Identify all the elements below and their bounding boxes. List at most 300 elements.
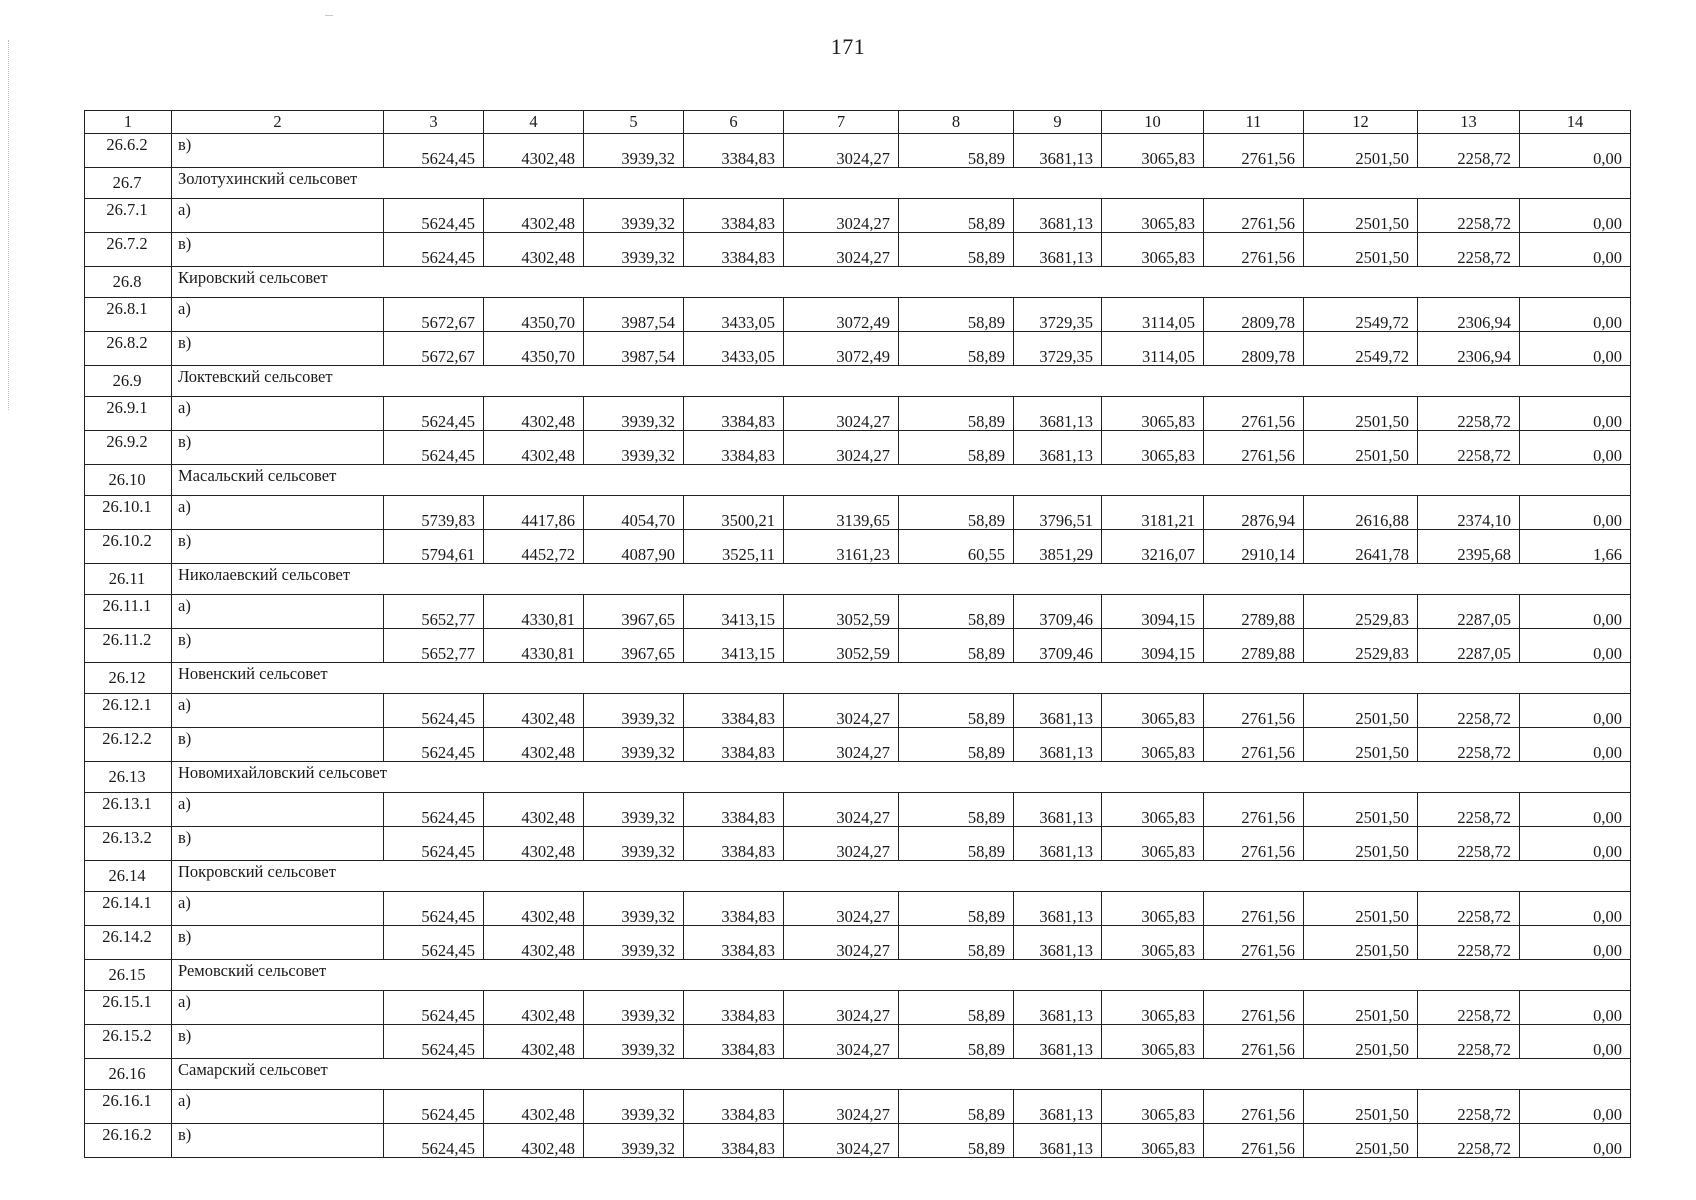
value-cell: 5652,77 <box>384 629 484 663</box>
row-number-cell: 26.15.1 <box>85 991 172 1025</box>
column-number-cell: 10 <box>1102 111 1204 134</box>
row-label-cell: а) <box>172 496 384 530</box>
value-cell: 3681,13 <box>1014 431 1102 465</box>
value-cell: 2395,68 <box>1418 530 1520 564</box>
row-number-cell: 26.14.2 <box>85 926 172 960</box>
table-row <box>85 926 1631 960</box>
value-cell: 3024,27 <box>784 1090 899 1124</box>
section-title-cell: Самарский сельсовет <box>172 1059 1631 1090</box>
value-cell: 2501,50 <box>1304 728 1418 762</box>
value-cell: 5672,67 <box>384 298 484 332</box>
value-cell: 3024,27 <box>784 431 899 465</box>
value-cell: 2501,50 <box>1304 694 1418 728</box>
value-cell: 4302,48 <box>484 892 584 926</box>
value-cell: 3729,35 <box>1014 298 1102 332</box>
value-cell: 4330,81 <box>484 629 584 663</box>
value-cell: 2501,50 <box>1304 233 1418 267</box>
value-cell: 3114,05 <box>1102 332 1204 366</box>
value-cell: 58,89 <box>899 332 1014 366</box>
row-number-cell: 26.15 <box>85 960 172 991</box>
value-cell: 2529,83 <box>1304 629 1418 663</box>
table-row <box>85 694 1631 728</box>
value-cell: 0,00 <box>1520 1025 1631 1059</box>
value-cell: 5624,45 <box>384 134 484 168</box>
column-number-cell: 11 <box>1204 111 1304 134</box>
value-cell: 2761,56 <box>1204 134 1304 168</box>
value-cell: 3413,15 <box>684 629 784 663</box>
row-number-cell: 26.9 <box>85 366 172 397</box>
value-cell: 4330,81 <box>484 595 584 629</box>
column-number-cell: 12 <box>1304 111 1418 134</box>
row-number-cell: 26.6.2 <box>85 134 172 168</box>
value-cell: 2501,50 <box>1304 397 1418 431</box>
table-row <box>85 298 1631 332</box>
value-cell: 2529,83 <box>1304 595 1418 629</box>
value-cell: 3709,46 <box>1014 629 1102 663</box>
value-cell: 5672,67 <box>384 332 484 366</box>
value-cell: 2761,56 <box>1204 1025 1304 1059</box>
value-cell: 3939,32 <box>584 233 684 267</box>
row-number-cell: 26.8.1 <box>85 298 172 332</box>
value-cell: 3681,13 <box>1014 827 1102 861</box>
scan-artifact-dash <box>325 15 333 16</box>
value-cell: 4302,48 <box>484 199 584 233</box>
row-number-cell: 26.8 <box>85 267 172 298</box>
value-cell: 2761,56 <box>1204 431 1304 465</box>
value-cell: 3065,83 <box>1102 1025 1204 1059</box>
value-cell: 2258,72 <box>1418 793 1520 827</box>
value-cell: 4302,48 <box>484 397 584 431</box>
value-cell: 58,89 <box>899 134 1014 168</box>
value-cell: 4302,48 <box>484 991 584 1025</box>
column-number-cell: 5 <box>584 111 684 134</box>
value-cell: 2258,72 <box>1418 827 1520 861</box>
value-cell: 3384,83 <box>684 991 784 1025</box>
tariff-table <box>84 110 1631 1158</box>
value-cell: 3384,83 <box>684 233 784 267</box>
row-number-cell: 26.7.1 <box>85 199 172 233</box>
row-label-cell: в) <box>172 332 384 366</box>
value-cell: 2258,72 <box>1418 233 1520 267</box>
table-row <box>85 1025 1631 1059</box>
value-cell: 4302,48 <box>484 728 584 762</box>
value-cell: 3161,23 <box>784 530 899 564</box>
table-row <box>85 1090 1631 1124</box>
row-label-cell: а) <box>172 892 384 926</box>
value-cell: 5739,83 <box>384 496 484 530</box>
value-cell: 2549,72 <box>1304 298 1418 332</box>
value-cell: 3216,07 <box>1102 530 1204 564</box>
value-cell: 0,00 <box>1520 827 1631 861</box>
value-cell: 3681,13 <box>1014 728 1102 762</box>
row-number-cell: 26.8.2 <box>85 332 172 366</box>
value-cell: 5624,45 <box>384 1124 484 1158</box>
row-label-cell: а) <box>172 397 384 431</box>
value-cell: 58,89 <box>899 694 1014 728</box>
value-cell: 3065,83 <box>1102 926 1204 960</box>
value-cell: 58,89 <box>899 431 1014 465</box>
table-row <box>85 199 1631 233</box>
value-cell: 3987,54 <box>584 332 684 366</box>
value-cell: 1,66 <box>1520 530 1631 564</box>
value-cell: 0,00 <box>1520 134 1631 168</box>
value-cell: 3072,49 <box>784 298 899 332</box>
column-number-cell: 3 <box>384 111 484 134</box>
value-cell: 3939,32 <box>584 926 684 960</box>
value-cell: 3024,27 <box>784 793 899 827</box>
value-cell: 2258,72 <box>1418 892 1520 926</box>
value-cell: 58,89 <box>899 827 1014 861</box>
table-body <box>85 111 1631 1158</box>
table-row <box>85 431 1631 465</box>
value-cell: 58,89 <box>899 728 1014 762</box>
row-number-cell: 26.10 <box>85 465 172 496</box>
section-row <box>85 663 1631 694</box>
value-cell: 3939,32 <box>584 694 684 728</box>
value-cell: 60,55 <box>899 530 1014 564</box>
value-cell: 2501,50 <box>1304 793 1418 827</box>
value-cell: 2641,78 <box>1304 530 1418 564</box>
value-cell: 2287,05 <box>1418 595 1520 629</box>
value-cell: 3065,83 <box>1102 793 1204 827</box>
value-cell: 58,89 <box>899 233 1014 267</box>
value-cell: 3072,49 <box>784 332 899 366</box>
row-number-cell: 26.15.2 <box>85 1025 172 1059</box>
value-cell: 58,89 <box>899 298 1014 332</box>
value-cell: 3052,59 <box>784 595 899 629</box>
value-cell: 2761,56 <box>1204 1124 1304 1158</box>
table-row <box>85 1124 1631 1158</box>
row-number-cell: 26.12.2 <box>85 728 172 762</box>
value-cell: 3384,83 <box>684 1124 784 1158</box>
value-cell: 2501,50 <box>1304 827 1418 861</box>
value-cell: 3681,13 <box>1014 926 1102 960</box>
value-cell: 3987,54 <box>584 298 684 332</box>
value-cell: 3967,65 <box>584 595 684 629</box>
value-cell: 2761,56 <box>1204 793 1304 827</box>
value-cell: 58,89 <box>899 397 1014 431</box>
value-cell: 0,00 <box>1520 1090 1631 1124</box>
value-cell: 3024,27 <box>784 827 899 861</box>
row-label-cell: а) <box>172 1090 384 1124</box>
column-number-cell: 9 <box>1014 111 1102 134</box>
value-cell: 4302,48 <box>484 793 584 827</box>
value-cell: 2809,78 <box>1204 298 1304 332</box>
value-cell: 3024,27 <box>784 1124 899 1158</box>
value-cell: 5624,45 <box>384 233 484 267</box>
row-number-cell: 26.12.1 <box>85 694 172 728</box>
value-cell: 2761,56 <box>1204 926 1304 960</box>
row-number-cell: 26.7 <box>85 168 172 199</box>
value-cell: 58,89 <box>899 793 1014 827</box>
section-row <box>85 366 1631 397</box>
column-number-cell: 8 <box>899 111 1014 134</box>
section-title-cell: Покровский сельсовет <box>172 861 1631 892</box>
value-cell: 3939,32 <box>584 892 684 926</box>
value-cell: 3024,27 <box>784 728 899 762</box>
table-row <box>85 397 1631 431</box>
table-row <box>85 629 1631 663</box>
value-cell: 3065,83 <box>1102 431 1204 465</box>
value-cell: 58,89 <box>899 629 1014 663</box>
value-cell: 3939,32 <box>584 134 684 168</box>
value-cell: 0,00 <box>1520 199 1631 233</box>
row-number-cell: 26.11.2 <box>85 629 172 663</box>
row-number-cell: 26.7.2 <box>85 233 172 267</box>
value-cell: 5624,45 <box>384 728 484 762</box>
value-cell: 2761,56 <box>1204 827 1304 861</box>
value-cell: 2501,50 <box>1304 892 1418 926</box>
value-cell: 3939,32 <box>584 991 684 1025</box>
table-row <box>85 530 1631 564</box>
table-row <box>85 595 1631 629</box>
value-cell: 58,89 <box>899 1025 1014 1059</box>
value-cell: 2287,05 <box>1418 629 1520 663</box>
value-cell: 2306,94 <box>1418 298 1520 332</box>
value-cell: 2258,72 <box>1418 991 1520 1025</box>
value-cell: 3709,46 <box>1014 595 1102 629</box>
value-cell: 58,89 <box>899 1124 1014 1158</box>
value-cell: 2258,72 <box>1418 1090 1520 1124</box>
value-cell: 3024,27 <box>784 694 899 728</box>
row-label-cell: в) <box>172 1025 384 1059</box>
value-cell: 3384,83 <box>684 199 784 233</box>
value-cell: 2761,56 <box>1204 199 1304 233</box>
value-cell: 2258,72 <box>1418 728 1520 762</box>
value-cell: 2910,14 <box>1204 530 1304 564</box>
value-cell: 4302,48 <box>484 1124 584 1158</box>
value-cell: 3024,27 <box>784 926 899 960</box>
value-cell: 5624,45 <box>384 926 484 960</box>
value-cell: 3094,15 <box>1102 595 1204 629</box>
value-cell: 0,00 <box>1520 332 1631 366</box>
value-cell: 5794,61 <box>384 530 484 564</box>
value-cell: 58,89 <box>899 595 1014 629</box>
value-cell: 3939,32 <box>584 199 684 233</box>
value-cell: 2789,88 <box>1204 595 1304 629</box>
value-cell: 0,00 <box>1520 793 1631 827</box>
value-cell: 3681,13 <box>1014 694 1102 728</box>
value-cell: 4302,48 <box>484 1090 584 1124</box>
section-title-cell: Ремовский сельсовет <box>172 960 1631 991</box>
value-cell: 5624,45 <box>384 397 484 431</box>
value-cell: 2501,50 <box>1304 431 1418 465</box>
value-cell: 3939,32 <box>584 827 684 861</box>
column-number-cell: 2 <box>172 111 384 134</box>
value-cell: 2761,56 <box>1204 728 1304 762</box>
table-row <box>85 332 1631 366</box>
scan-artifact-margin <box>8 40 10 410</box>
value-cell: 0,00 <box>1520 397 1631 431</box>
value-cell: 58,89 <box>899 1090 1014 1124</box>
value-cell: 2501,50 <box>1304 1090 1418 1124</box>
value-cell: 4302,48 <box>484 1025 584 1059</box>
value-cell: 3094,15 <box>1102 629 1204 663</box>
value-cell: 3024,27 <box>784 134 899 168</box>
row-number-cell: 26.16 <box>85 1059 172 1090</box>
column-number-cell: 6 <box>684 111 784 134</box>
value-cell: 4087,90 <box>584 530 684 564</box>
value-cell: 2501,50 <box>1304 1124 1418 1158</box>
row-label-cell: а) <box>172 793 384 827</box>
column-number-cell: 14 <box>1520 111 1631 134</box>
value-cell: 3065,83 <box>1102 233 1204 267</box>
value-cell: 5624,45 <box>384 827 484 861</box>
row-label-cell: в) <box>172 1124 384 1158</box>
value-cell: 3939,32 <box>584 793 684 827</box>
row-number-cell: 26.13.1 <box>85 793 172 827</box>
value-cell: 3384,83 <box>684 926 784 960</box>
value-cell: 3024,27 <box>784 892 899 926</box>
value-cell: 3681,13 <box>1014 991 1102 1025</box>
value-cell: 2258,72 <box>1418 431 1520 465</box>
value-cell: 2258,72 <box>1418 926 1520 960</box>
value-cell: 0,00 <box>1520 233 1631 267</box>
value-cell: 4302,48 <box>484 233 584 267</box>
value-cell: 3729,35 <box>1014 332 1102 366</box>
value-cell: 3065,83 <box>1102 827 1204 861</box>
table-row <box>85 728 1631 762</box>
value-cell: 0,00 <box>1520 629 1631 663</box>
value-cell: 5624,45 <box>384 694 484 728</box>
value-cell: 2258,72 <box>1418 397 1520 431</box>
value-cell: 3433,05 <box>684 332 784 366</box>
row-label-cell: а) <box>172 595 384 629</box>
value-cell: 3065,83 <box>1102 397 1204 431</box>
value-cell: 3065,83 <box>1102 694 1204 728</box>
value-cell: 2761,56 <box>1204 991 1304 1025</box>
value-cell: 4350,70 <box>484 298 584 332</box>
row-number-cell: 26.10.1 <box>85 496 172 530</box>
value-cell: 58,89 <box>899 991 1014 1025</box>
value-cell: 3114,05 <box>1102 298 1204 332</box>
row-label-cell: в) <box>172 233 384 267</box>
row-label-cell: а) <box>172 199 384 233</box>
section-title-cell: Кировский сельсовет <box>172 267 1631 298</box>
value-cell: 3796,51 <box>1014 496 1102 530</box>
value-cell: 2258,72 <box>1418 134 1520 168</box>
value-cell: 4302,48 <box>484 827 584 861</box>
value-cell: 3384,83 <box>684 134 784 168</box>
value-cell: 3065,83 <box>1102 1124 1204 1158</box>
section-title-cell: Масальский сельсовет <box>172 465 1631 496</box>
section-row <box>85 960 1631 991</box>
table-row <box>85 496 1631 530</box>
row-number-cell: 26.13 <box>85 762 172 793</box>
row-number-cell: 26.14 <box>85 861 172 892</box>
value-cell: 3681,13 <box>1014 1025 1102 1059</box>
value-cell: 0,00 <box>1520 892 1631 926</box>
value-cell: 2258,72 <box>1418 199 1520 233</box>
value-cell: 5652,77 <box>384 595 484 629</box>
value-cell: 3967,65 <box>584 629 684 663</box>
value-cell: 5624,45 <box>384 892 484 926</box>
value-cell: 2761,56 <box>1204 233 1304 267</box>
value-cell: 3525,11 <box>684 530 784 564</box>
value-cell: 0,00 <box>1520 431 1631 465</box>
section-title-cell: Новомихайловский сельсовет <box>172 762 1631 793</box>
value-cell: 2616,88 <box>1304 496 1418 530</box>
value-cell: 3065,83 <box>1102 199 1204 233</box>
value-cell: 3939,32 <box>584 1124 684 1158</box>
column-number-cell: 4 <box>484 111 584 134</box>
value-cell: 5624,45 <box>384 1025 484 1059</box>
section-row <box>85 861 1631 892</box>
value-cell: 3384,83 <box>684 431 784 465</box>
value-cell: 3681,13 <box>1014 892 1102 926</box>
value-cell: 4452,72 <box>484 530 584 564</box>
value-cell: 3384,83 <box>684 793 784 827</box>
value-cell: 3681,13 <box>1014 199 1102 233</box>
value-cell: 3384,83 <box>684 827 784 861</box>
section-title-cell: Золотухинский сельсовет <box>172 168 1631 199</box>
value-cell: 3681,13 <box>1014 397 1102 431</box>
value-cell: 2258,72 <box>1418 1124 1520 1158</box>
value-cell: 3065,83 <box>1102 134 1204 168</box>
section-title-cell: Николаевский сельсовет <box>172 564 1631 595</box>
value-cell: 3384,83 <box>684 694 784 728</box>
value-cell: 2761,56 <box>1204 892 1304 926</box>
value-cell: 0,00 <box>1520 926 1631 960</box>
section-row <box>85 168 1631 199</box>
section-row <box>85 267 1631 298</box>
value-cell: 4302,48 <box>484 694 584 728</box>
row-number-cell: 26.16.2 <box>85 1124 172 1158</box>
row-number-cell: 26.9.1 <box>85 397 172 431</box>
value-cell: 0,00 <box>1520 728 1631 762</box>
value-cell: 2876,94 <box>1204 496 1304 530</box>
value-cell: 58,89 <box>899 892 1014 926</box>
column-number-row <box>85 111 1631 134</box>
value-cell: 4417,86 <box>484 496 584 530</box>
row-label-cell: в) <box>172 728 384 762</box>
value-cell: 3681,13 <box>1014 1124 1102 1158</box>
value-cell: 3181,21 <box>1102 496 1204 530</box>
row-number-cell: 26.16.1 <box>85 1090 172 1124</box>
value-cell: 0,00 <box>1520 694 1631 728</box>
value-cell: 4350,70 <box>484 332 584 366</box>
section-title-cell: Локтевский сельсовет <box>172 366 1631 397</box>
value-cell: 5624,45 <box>384 991 484 1025</box>
section-row <box>85 1059 1631 1090</box>
value-cell: 3939,32 <box>584 431 684 465</box>
column-number-cell: 1 <box>85 111 172 134</box>
section-row <box>85 762 1631 793</box>
row-label-cell: в) <box>172 431 384 465</box>
row-label-cell: а) <box>172 991 384 1025</box>
row-label-cell: в) <box>172 530 384 564</box>
value-cell: 3065,83 <box>1102 728 1204 762</box>
value-cell: 5624,45 <box>384 1090 484 1124</box>
row-label-cell: в) <box>172 827 384 861</box>
value-cell: 3384,83 <box>684 1090 784 1124</box>
value-cell: 2374,10 <box>1418 496 1520 530</box>
value-cell: 58,89 <box>899 926 1014 960</box>
table-row <box>85 892 1631 926</box>
value-cell: 3939,32 <box>584 1025 684 1059</box>
value-cell: 3024,27 <box>784 1025 899 1059</box>
value-cell: 3139,65 <box>784 496 899 530</box>
row-number-cell: 26.11 <box>85 564 172 595</box>
row-number-cell: 26.10.2 <box>85 530 172 564</box>
row-label-cell: а) <box>172 694 384 728</box>
table-row <box>85 991 1631 1025</box>
value-cell: 5624,45 <box>384 199 484 233</box>
value-cell: 3065,83 <box>1102 1090 1204 1124</box>
value-cell: 2258,72 <box>1418 694 1520 728</box>
value-cell: 58,89 <box>899 199 1014 233</box>
value-cell: 5624,45 <box>384 431 484 465</box>
